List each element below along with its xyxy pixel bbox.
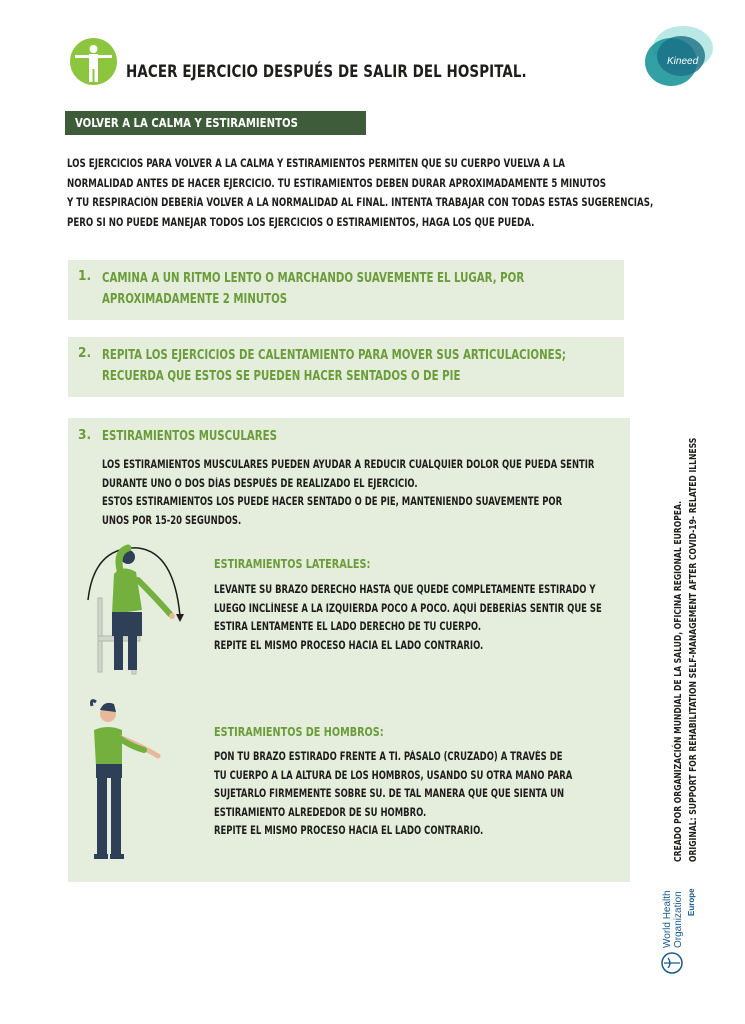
body-line: TU CUERPO A LA ALTURA DE LOS HOMBROS, USANDO SU OTRA MANO PARA: [214, 768, 573, 782]
body-line: REPITE EL MISMO PROCESO HACIA EL LADO CONTRARIO.: [214, 824, 484, 837]
body-line: ESTIRAMIENTO ALREDEDOR DE SU HOMBRO.: [214, 805, 427, 819]
intro-paragraph: [67, 154, 657, 232]
who-logo-line3: Europe: [687, 888, 696, 916]
lateral-stretch-title: ESTIRAMIENTOS LATERALES:: [214, 556, 371, 571]
intro-line: Y TU RESPIRACIÓN DEBERÍA VOLVER A LA NORMALIDAD AL FINAL. INTENTA TRABAJAR CON TODAS ESTAS SUGERENCIAS,: [67, 196, 654, 209]
credits-line: CREADO POR ORGANIZACIÓN MUNDIAL DE LA SALUD, OFICINA REGIONAL EUROPEA.: [673, 500, 684, 862]
credits-vertical-text: [671, 437, 701, 862]
step-3-title-text: ESTIRAMIENTOS MUSCULARES: [102, 428, 277, 444]
body-line: DURANTE UNO O DOS DÍAS DESPUÉS DE REALIZADO EL EJERCICIO.: [102, 476, 418, 490]
body-line: LEVANTE SU BRAZO DERECHO HASTA QUE QUEDE COMPLETAMENTE ESTIRADO Y: [214, 583, 596, 596]
section-title: VOLVER A LA CALMA Y ESTIRAMIENTOS: [75, 115, 298, 130]
step-2-box: [68, 337, 624, 397]
credits-line: ORIGINAL: SUPPORT FOR REHABILITATION SELF-MANAGEMENT AFTER COVID-19- RELATED ILLNESS: [688, 437, 699, 862]
intro-line: LOS EJERCICIOS PARA VOLVER A LA CALMA Y ESTIRAMIENTOS PERMITEN QUE SU CUERPO VUELVA A LA: [67, 157, 565, 170]
person-arms-out-icon: [70, 38, 117, 85]
step-line: APROXIMADAMENTE 2 MINUTOS: [102, 291, 288, 307]
lateral-stretch-text: [214, 581, 676, 655]
section-title-bar: [65, 111, 366, 135]
step-3-body: [102, 456, 688, 530]
intro-line: NORMALIDAD ANTES DE HACER EJERCICIO. TU ESTIRAMIENTOS DEBEN DURAR APROXIMADAMENTE 5 MINUTOS: [67, 176, 606, 190]
body-line: ESTOS ESTIRAMIENTOS LOS PUEDE HACER SENTADO O DE PIE, MANTENIENDO SUAVEMENTE POR: [102, 495, 563, 508]
step-1-text: [102, 268, 605, 310]
kineed-logo-text: Kineed: [667, 56, 699, 67]
body-line: REPITE EL MISMO PROCESO HACIA EL LADO CONTRARIO.: [214, 638, 484, 652]
body-line: ESTIRA LENTAMENTE EL LADO DERECHO DE TU CUERPO.: [214, 620, 482, 633]
step-line: REPITA LOS EJERCICIOS DE CALENTAMIENTO PARA MOVER SUS ARTICULACIONES;: [102, 347, 567, 363]
lateral-stretch-illustration: [76, 540, 186, 680]
step-2-text: [102, 345, 654, 387]
shoulder-stretch-text: [214, 748, 641, 841]
kineed-logo: [637, 22, 717, 92]
step-1-box: [68, 260, 624, 320]
body-line: LOS ESTIRAMIENTOS MUSCULARES PUEDEN AYUDAR A REDUCIR CUALQUIER DOLOR QUE PUEDA SENTIR: [102, 458, 595, 471]
step-number: 1.: [78, 268, 92, 284]
step-number: 2.: [78, 345, 92, 361]
intro-line: PERO SI NO PUEDE MANEJAR TODOS LOS EJERCICIOS O ESTIRAMIENTOS, HAGA LOS QUE PUEDA.: [67, 215, 535, 229]
body-line: SUJETARLO FIRMEMENTE SOBRE SU. DE TAL MANERA QUE QUE SIENTA UN: [214, 787, 565, 800]
body-line: PON TU BRAZO ESTIRADO FRENTE A TI. PÁSALO (CRUZADO) A TRAVÉS DE: [214, 750, 563, 763]
who-logo: [658, 876, 704, 976]
page-title: HACER EJERCICIO DESPUÉS DE SALIR DEL HOSPITAL.: [126, 62, 527, 82]
who-logo-line2: Organization: [673, 891, 684, 948]
body-line: LUEGO INCLÍNESE A LA IZQUIERDA POCO A POCO. AQUÍ DEBERÍAS SENTIR QUE SE: [214, 601, 602, 615]
step-number: 3.: [78, 427, 92, 443]
shoulder-stretch-illustration: [86, 696, 166, 862]
step-line: RECUERDA QUE ESTOS SE PUEDEN HACER SENTADOS O DE PIE: [102, 368, 461, 384]
shoulder-stretch-title: ESTIRAMIENTOS DE HOMBROS:: [214, 724, 384, 739]
who-logo-line1: World Health: [662, 890, 673, 948]
step-line: CAMINA A UN RITMO LENTO O MARCHANDO SUAVEMENTE EL LUGAR, POR: [102, 270, 525, 286]
step-3-title: [102, 426, 310, 447]
body-line: UNOS POR 15-20 SEGUNDOS.: [102, 513, 242, 527]
step-3-box: [68, 418, 630, 882]
